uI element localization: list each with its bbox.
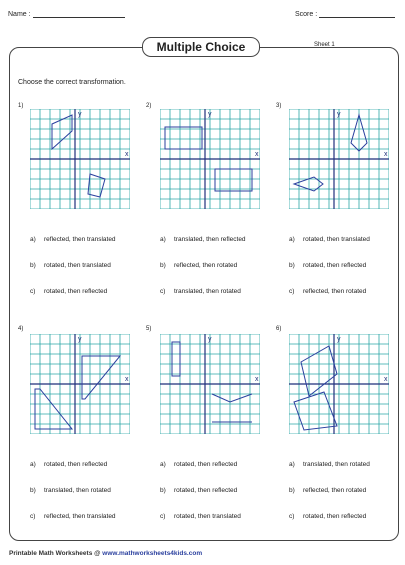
problem-1-option-a[interactable]: a) reflected, then translated [30, 236, 116, 243]
problem-1-option-b[interactable]: b) rotated, then translated [30, 262, 111, 269]
y-axis-label: y [337, 111, 341, 118]
problem-3-option-b[interactable]: b) rotated, then reflected [289, 262, 367, 269]
problem-2-option-b[interactable]: b) reflected, then rotated [160, 262, 238, 269]
x-axis-label: x [125, 151, 129, 158]
score-field[interactable] [295, 11, 395, 18]
y-axis-label: y [78, 111, 82, 118]
problem-2-grid [160, 109, 260, 209]
problem-5-shape-a [172, 342, 180, 376]
problem-4-shape-b [35, 389, 72, 429]
x-axis-label: x [255, 376, 259, 383]
problem-6-grid [289, 334, 389, 434]
worksheet-title: Multiple Choice [142, 37, 260, 57]
x-axis-label: x [255, 151, 259, 158]
problem-2-number: 2) [146, 103, 152, 109]
problem-1-shape-b [88, 174, 105, 197]
problem-1-grid [30, 109, 130, 209]
problem-3-number: 3) [276, 103, 282, 109]
problem-6-option-a[interactable]: a) translated, then rotated [289, 461, 370, 468]
y-axis-label: y [78, 336, 82, 343]
footer-prefix: Printable Math Worksheets @ [9, 550, 103, 557]
problem-1-option-c[interactable]: c) rotated, then reflected [30, 288, 108, 295]
problem-2-options [160, 236, 246, 314]
problem-5-grid [160, 334, 260, 434]
problem-6-options [289, 461, 370, 539]
y-axis-label: y [208, 336, 212, 343]
problem-4-option-a[interactable]: a) rotated, then reflected [30, 461, 108, 468]
problem-4-grid [30, 334, 130, 434]
problem-6-option-b[interactable]: b) reflected, then rotated [289, 487, 367, 494]
problem-3-option-c[interactable]: c) reflected, then rotated [289, 288, 367, 295]
problem-1-options [30, 236, 116, 314]
problem-4-option-b[interactable]: b) translated, then rotated [30, 487, 111, 494]
problem-5-shape-b [212, 394, 252, 402]
instruction-text: Choose the correct transformation. [18, 79, 126, 86]
problem-3-grid [289, 109, 389, 209]
problem-5-number: 5) [146, 326, 152, 332]
problem-1-shape-a [52, 115, 72, 149]
problem-4-shape-a [82, 356, 120, 399]
y-axis-label: y [208, 111, 212, 118]
y-axis-label: y [337, 336, 341, 343]
problem-5-option-c[interactable]: c) rotated, then translated [160, 513, 241, 520]
problem-2-shape-b [215, 169, 252, 191]
problem-6-number: 6) [276, 326, 282, 332]
footer [9, 550, 202, 557]
problem-4-option-c[interactable]: c) reflected, then translated [30, 513, 116, 520]
problem-2-shape-a [165, 127, 202, 149]
name-line[interactable] [33, 17, 125, 18]
x-axis-label: x [384, 151, 388, 158]
problem-3-option-a[interactable]: a) rotated, then translated [289, 236, 370, 243]
footer-link[interactable]: www.mathworksheets4kids.com [102, 550, 203, 557]
x-axis-label: x [384, 376, 388, 383]
score-line[interactable] [319, 17, 395, 18]
sheet-number: Sheet 1 [314, 42, 335, 48]
problem-5-option-b[interactable]: b) rotated, then reflected [160, 487, 238, 494]
name-label: Name : [8, 11, 31, 18]
problem-4-options [30, 461, 116, 539]
problem-4-number: 4) [18, 326, 24, 332]
problem-5-options [160, 461, 241, 539]
problem-3-options [289, 236, 370, 314]
problem-6-option-c[interactable]: c) rotated, then reflected [289, 513, 367, 520]
problem-1-number: 1) [18, 103, 24, 109]
x-axis-label: x [125, 376, 129, 383]
problem-5-option-a[interactable]: a) rotated, then reflected [160, 461, 238, 468]
problem-2-option-a[interactable]: a) translated, then reflected [160, 236, 246, 243]
name-field[interactable] [8, 11, 125, 18]
problem-2-option-c[interactable]: c) translated, then rotated [160, 288, 241, 295]
score-label: Score : [295, 11, 318, 18]
